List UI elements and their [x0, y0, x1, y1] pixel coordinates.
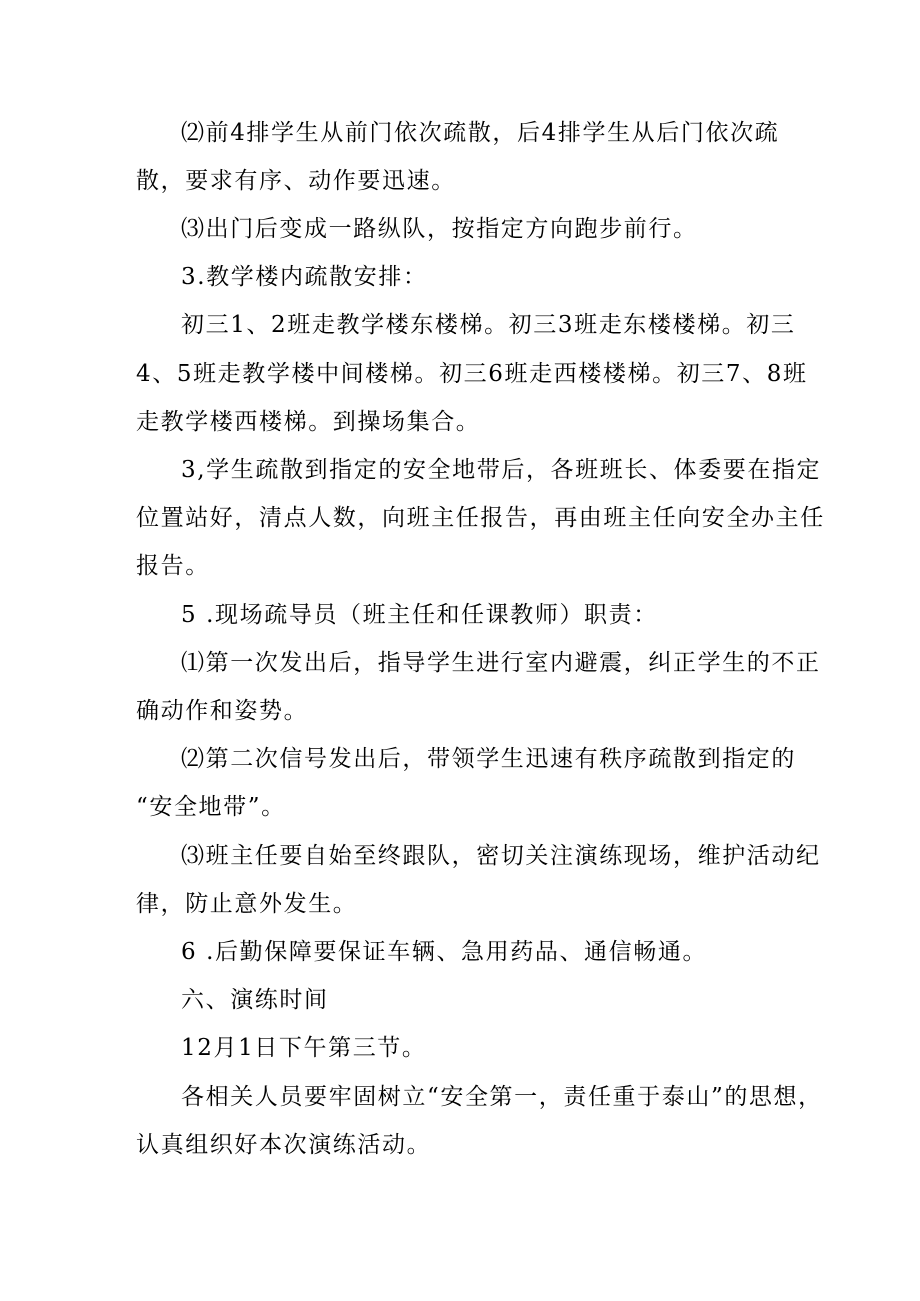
section-heading: 3.教学楼内疏散安排：: [181, 264, 428, 290]
text-line: 走教学楼西楼梯。到操场集合。: [136, 409, 481, 435]
text-line: ⑵第二次信号发出后，带领学生迅速有秩序疏散到指定的: [181, 746, 796, 772]
section-heading: 六、演练时间: [181, 987, 329, 1013]
text-line: 位置站好，清点人数，向班主任报告，再由班主任向安全办主任: [136, 505, 825, 531]
text-line: 确动作和姿势。: [136, 698, 309, 724]
text-line: 4、5班走教学楼中间楼梯。初三6班走西楼楼梯。初三7、8班: [136, 361, 808, 387]
text-line: ⑶班主任要自始至终跟队，密切关注演练现场，维护活动纪: [181, 843, 821, 869]
text-line: “安全地带”。: [136, 794, 286, 820]
text-line: 散，要求有序、动作要迅速。: [136, 168, 456, 194]
text-line: 各相关人员要牢固树立“安全第一，责任重于泰山”的思想，: [181, 1084, 823, 1110]
text-line: 初三1、2班走教学楼东楼梯。初三3班走东楼楼梯。初三: [181, 312, 796, 338]
text-line: ⑴第一次发出后，指导学生进行室内避震，纠正学生的不正: [181, 650, 821, 676]
text-line: 12月1日下午第三节。: [181, 1035, 427, 1061]
section-heading: 5 .现场疏导员（班主任和任课教师）职责：: [181, 602, 658, 628]
text-line: ⑵前4排学生从前门依次疏散，后4排学生从后门依次疏: [181, 120, 780, 146]
text-line: ⑶出门后变成一路纵队，按指定方向跑步前行。: [181, 216, 698, 242]
text-line: 律，防止意外发生。: [136, 891, 358, 917]
text-line: 认真组织好本次演练活动。: [136, 1132, 432, 1158]
section-heading: 6 .后勤保障要保证车辆、急用药品、通信畅通。: [181, 939, 708, 965]
text-line: 3,学生疏散到指定的安全地带后，各班班长、体委要在指定: [181, 457, 822, 483]
text-line: 报告。: [136, 553, 210, 579]
